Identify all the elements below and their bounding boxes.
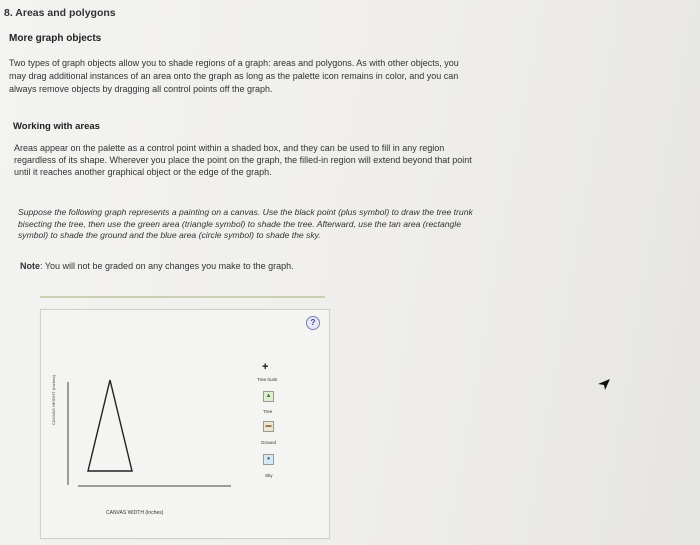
ground-label: Ground [261, 440, 277, 445]
more-graph-heading: More graph objects [9, 33, 102, 44]
sky-label: Sky [265, 473, 273, 478]
instructions-paragraph: Suppose the following graph represents a painting on a canvas. Use the black point (plus symbol) to draw the tree trunk bisecting the tree, then use the green area (triangle symbol) to shade the tree. Afterward, use the tan area (rectangle symbol) to shade the ground and the blue area (circle symbol) to shade the sky. [18, 207, 473, 240]
tree-label: Tree [263, 409, 273, 414]
sky-area-tool[interactable]: ● [263, 454, 274, 465]
tree-area-tool[interactable]: ▲ [263, 391, 274, 402]
help-icon[interactable]: ? [306, 316, 320, 330]
more-graph-paragraph: Two types of graph objects allow you to shade regions of a graph: areas and polygons. As with other objects, you may drag additional instances of an area onto the graph as long as the palette icon remains in color, and you can always remove objects by dragging all control points off the graph. [9, 58, 459, 94]
working-areas-paragraph: Areas appear on the palette as a control point within a shaded box, and they can be used to fill in any region regardless of its shape. Wherever you place the point on the graph, the filled-in region will extend beyond that point until it reaches another graphical object or the edge of the graph. [14, 143, 472, 177]
tree-trunk-label: Tree trunk [257, 377, 278, 382]
working-areas-heading: Working with areas [13, 121, 100, 132]
tree-triangle-outline [88, 380, 132, 471]
y-axis-label: CANVAS HEIGHT (Inches) [51, 374, 56, 425]
note-label: Note [20, 261, 40, 271]
ground-area-tool[interactable]: ▬ [263, 421, 274, 432]
tree-trunk-point-tool[interactable]: + [262, 361, 269, 373]
mouse-pointer-icon [598, 378, 612, 392]
section-title: 8. Areas and polygons [4, 7, 116, 19]
x-axis-label: CANVAS WIDTH (Inches) [106, 510, 164, 516]
note-text: : You will not be graded on any changes you make to the graph. [40, 261, 294, 271]
